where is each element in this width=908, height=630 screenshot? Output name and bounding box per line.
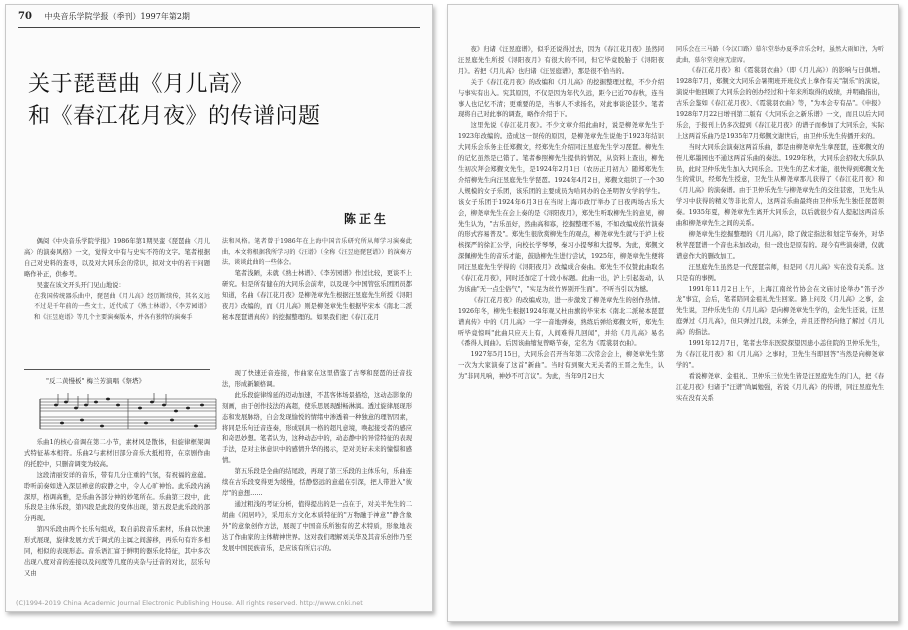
header-rule	[18, 27, 420, 28]
paragraph: 夜》归诸《汪昱庭谱》，似乎还说得过去，因为《春江花月夜》虽然同汪昱庭先生所授《浔阳夜月》有很大的不同，但它毕竟脱胎于《浔阳夜月》。若把《月儿高》也归诸《汪昱庭谱》，那是很不恰当的。	[458, 46, 664, 75]
paragraph: 偶阅《中央音乐学院学报》1986年第1期吴蛮《琵琶曲〈月儿高〉的演奏风格》一文，觉得文中有与史实不符的文字。笔者根据自己对史料的查寻，以及对大同乐会的常识，拟对文中的若干问题略作补正，供参考。	[24, 238, 210, 278]
article-title-line-2: 和《春江花月夜》的传谱问题	[28, 104, 321, 129]
article-title-line-1: 关于琵琶曲《月儿高》	[28, 72, 254, 97]
column-left-lower	[24, 438, 210, 598]
paragraph: 通过粗浅的考证分析，值得提出的是一点在于，对关半先生的二胡曲《闲居吟》，采用东方文化本质特征的"万物融于神意""静含象外"的意象创作方法，展现了中国音乐所独有的艺术特质，形象地表达了作曲家的主体精神世界。这对我们理解刘关华及其音乐创作乃至发展中国民族音乐，是应该有所启示的。	[222, 500, 412, 552]
paragraph: 乐曲1的核心音调在第二小节，素材风是散体，但旋律框架调式特征基本相符。乐曲2与素材旧部分音乐大抵相符，在京剧作曲的托腔中，只删音调变为较高。	[24, 439, 210, 468]
column-right-lower	[222, 369, 412, 598]
page-number: 70	[18, 11, 32, 22]
paragraph: 关于《春江花月夜》的改编和《月儿高》的挖掘整理过程，不少介绍与事实有出入。究其原因，不仅是因为年代久远，距今已近70春秋，连当事人也记忆不清；更重要的是，当事人不求扬名，对此事谈论甚少。笔者现将自己对此事的调查，略作介绍于下。	[458, 78, 664, 119]
paragraph: 《春江花月夜》的改编成功，进一步激发了柳尧章先生的创作热情。1926年冬，柳先生根据1924年观又杜由旗的毕宋本《南北二派秘本琵琶谱真传》中的《月儿高》一字一音地弹奏，熟练后弹给郑觐文听，郑先生听毕竟惊叫"此曲只应天上有，人间难得几回闻"，并给《月儿高》易名《番得人间曲》。后因该曲缩复曾略节奏，定名为《霓裳羽衣曲》。	[458, 296, 664, 348]
column-right-upper	[222, 237, 412, 363]
paragraph: 《春江花月夜》和《霓裳羽衣曲》（即《月儿高》）的影响与日俱增。1928年7月，郑觐文大同乐会暑期班开班仪式上拿作有关"制乐"的演说，演说中他回顾了大同乐会的创办经过和十年来所取得的成绩，并明确指出，古乐会鉴如《春江花月夜》、《霓裳羽衣曲》等，"为本会专有品"。《申报》1928年7月22日增刊第二版有《大同乐会之新乐谱》一文，而且以后大同乐会，于报刊上仍多次提到《春江花月夜》的谱子而参加了大同乐会，实际上这两首乐曲乃是1935年7月郑觐文谢世后，由卫仲乐先生传播开来的。	[676, 67, 884, 140]
copyright-footer: (C)1994-2019 China Academic Journal Electronic Publishing House. All rights reserved. http://www.cnki.net	[16, 599, 363, 607]
paragraph-cont: 同乐会在三马路（今汉口路）慕尔堂举办夏季音乐会时，虽然大雨如注，为听此曲，慕尔堂竟座无虚席。	[676, 46, 884, 64]
column-right-page-right	[676, 45, 884, 595]
paragraph: 第五乐段是全曲的结尾段，再现了第三乐段的主体乐句，乐曲连续在古乐段变得更为缓慢，恬静悠远的意蕴在引深，把人带进入"彼岸"的意想……	[222, 468, 412, 497]
paragraph: 吴蛮在该文开头开门见山地说：	[36, 281, 125, 289]
journal-name: 中央音乐学院学报（季刊）1997年第2期	[44, 12, 190, 21]
author: 陈正生	[344, 212, 390, 226]
paragraph: 看说柳尧章、金祖礼、卫仲乐三位先生皆是汪昱庭先生的门人，把《春江花月夜》归诸于"汪谱"尚属勉强，若说《月儿高》的传谱，同汪昱庭先生实在没有关系	[676, 372, 884, 402]
block-quote: 在我国传统器乐曲中，琵琶曲《月儿高》经历断续传，其名义远不过是千年前的一些文士，近代成了《熟士林谱》，《李芳园谱》和《汪昱庭谱》等几个主要演奏版本，并各有独特的演奏手	[34, 292, 210, 321]
paragraph: 当时大同乐会演奏这两首乐曲，都是由柳尧章先生拿琵琶，连郑觐文的侄儿郑墨园也不通这两首乐曲的奏法。1929年秋，大同乐会招收大乐队队员，此时卫仲乐先生加入大同乐会。卫先生的艺术才能，很快得到郑觐文先生的赏识，经郑先生授意，卫先生从柳尧章那儿获得了《春江花月夜》和《月儿高》的演奏谱。由于卫仲乐先生与柳尧章先生的交往甚密，卫先生从学习中获得的精义等非比常人，这两首乐曲最终由卫仲乐先生独任琵琶领奏。1935年夏，柳尧章先生离开大同乐会，以后就很少有人提起这两首乐曲和柳尧章先生之间的关系。	[676, 143, 884, 228]
figure-caption: "反二黄慢板" 梅兰芳演唱《祭塔》	[46, 377, 146, 385]
paragraph: 1991年11月2日上午，上海江南丝竹协会在文庙讨论举办"笛子沙龙"事宜，会后，笔者陪同金祖礼先生回家。路上问及《月儿高》之事，金先生说，卫仲乐先生的《月儿高》是向柳尧章先生学的，金先生还说，汪昱庭弹过《月儿高》，但只弹过几段，未弹全，并且还曾经向他了解过《月儿高》的指法。	[676, 285, 884, 337]
music-score-figure	[36, 389, 220, 433]
paragraph: 1927年5月15日，大同乐会召开当年第二次常会会上，柳尧章先生第一次为大家演奏了这首"新曲"。当时有到聚大无关者的王晋之先生，认为"非同凡响，神妙不可言议"。为此，当年9月2日大	[458, 351, 664, 381]
paragraph: 这里先说《春江花月夜》。不少文章介绍此曲时，说是柳尧章先生于1923年改编的。造成这一误传的原因，是柳尧章先生说他于1923年结识大同乐会乐务主任郑觐文，经郑先生介绍同汪昱庭先生学习琵琶。柳先生的记忆虽然是已错了。笔者参照柳先生提供的情况，从资料上查出，柳先生初次拜会郑觐文先生，是1924年2月1日（农历正月初九）随郑郑先生介绍柳先生向汪昱庭先生学琵琶。1924年4月2日，郑觐文组织了一个30人规模的女子乐团，该乐团的主要成员为哈同办的仓圣明智女学的学生。该女子乐团于1924年6月3日在当时上海市政厅举办了日夜两场古乐大会，柳尧章先生在会上奏的是《浔阳夜月》，郑先生听取柳先生的意见，柳先生认为，"古乐虽好，然曲高和寡，挖掘整理不易，不如改编成依竹演奏的形式容易普及"。郑先生很欣赏柳先生的观点，柳尧章先生就与于泸上校核探严的徐汇公学，向校长学琴琴，秦习小提琴和大提琴。为此，郑觐文深佩柳先生的音乐才能，鼓励柳先生进行尝试，1925年，柳尧章先生便将同汪昱庭先生学得的《浔阳夜月》改编成合奏曲。郑先生不仅赞此曲取名《春江花月夜》，同时还加定了十段小标题。此曲一出，沪上引起轰动，认为该曲"无一点尘俗气"，"实足为丝竹界别开生面"。不听当引以为憾。	[458, 122, 664, 293]
left-page	[5, 4, 433, 612]
paragraph: 汪昱庭先生虽然是一代琵琶宗师，但是同《月儿高》实在没有关系。这只是有的事例。	[676, 263, 884, 282]
paragraph: 现了快速迁音连接，作曲家在这里借鉴了古琴和琵琶的迁音技法，形成新颖格调。	[222, 370, 412, 388]
paragraph: 这段清丽安详的音乐，带有几分庄重的气氛，有祝福的意蕴。聆听前奏如进入深层禅意的寂静之中，令人心旷神怡。此乐段内涵深厚，格调高雅，是乐曲各部分神的妙笔所在。乐曲第三段中，此乐段是主体乐段，第四段是此段的变体出现，第五段是此乐段的部分再现。	[24, 471, 210, 523]
block-quote-cont: 法和风格。笔者曾于1986年在上海中国音乐研究所从师学习演奏此曲，本文将根据我所学习的《汪谱》（全称《汪昱庭琵琶谱》）的演奏方法，谈谈此曲的一些体会。	[222, 238, 412, 267]
paragraph: 笔者浅陋，未就《熟士林谱》、《李芳园谱》作过比较，更谈不上研究。但是所有健在的大同乐会前辈，以及现今中国管弦乐团团员都知道，名曲《春江花月夜》是柳尧章先生根据汪昱庭先生所授《浔阳夜月》改编的，而《月儿高》则是柳尧章先生根据毕宋本《南北二派秘本琵琶谱真传》的挖掘整理的。如果我们把《春江花月	[222, 270, 412, 321]
paragraph: 柳尧章先生挖掘整理的《月儿高》，除了做定指法和划定节奏外，对华秋苹琵琶谱一个音也未加改动，但一段也是原有的。现今有些演奏谱，仅就谱意作大的删改加工。	[676, 231, 884, 260]
paragraph: 此乐段旋律绵延的迈动加速，不甚客体场景描绘，这动态影象的刻画，由于创作技法的高超，使乐思展现酣畅淋漓。透过旋律展现形态和发展脉络，自会发现愉悦的情绪中渗透着一种独意的理智因素，将同是乐句迁音连奏，形成别具一格的超凡意境，唤起接受者的感应和奇思妙想。笔者认为，这种动态中的，动态静中的异常特征的表现手法，是对主体意识中的感情升华的揭示，是对美好未来的憧憬和感情。	[222, 391, 412, 465]
section-rule	[24, 369, 210, 370]
column-right-page-left	[458, 45, 664, 595]
paragraph: 1991年12月7日，笔者去华东医院探望因患小恙住院的卫仲乐先生，为《春江花月夜》和《月儿高》之事时，卫先生当即回答"当然是向柳尧章学的"。	[676, 340, 884, 369]
paragraph: 第四乐段由两个长乐句组成，取自前段音乐素材，乐曲以快速形式展现，旋律发展方式于调式的主属之间游移，再乐句有许多相同，相似的表现形态。音乐语汇富于鲜明的器乐化特征，其中多次出现八度对音的连接以及问度等几度的夹杂与迁音的对比，层乐句又由	[24, 526, 210, 577]
running-head	[18, 11, 420, 25]
right-page	[447, 4, 899, 622]
column-left-upper	[24, 237, 210, 363]
